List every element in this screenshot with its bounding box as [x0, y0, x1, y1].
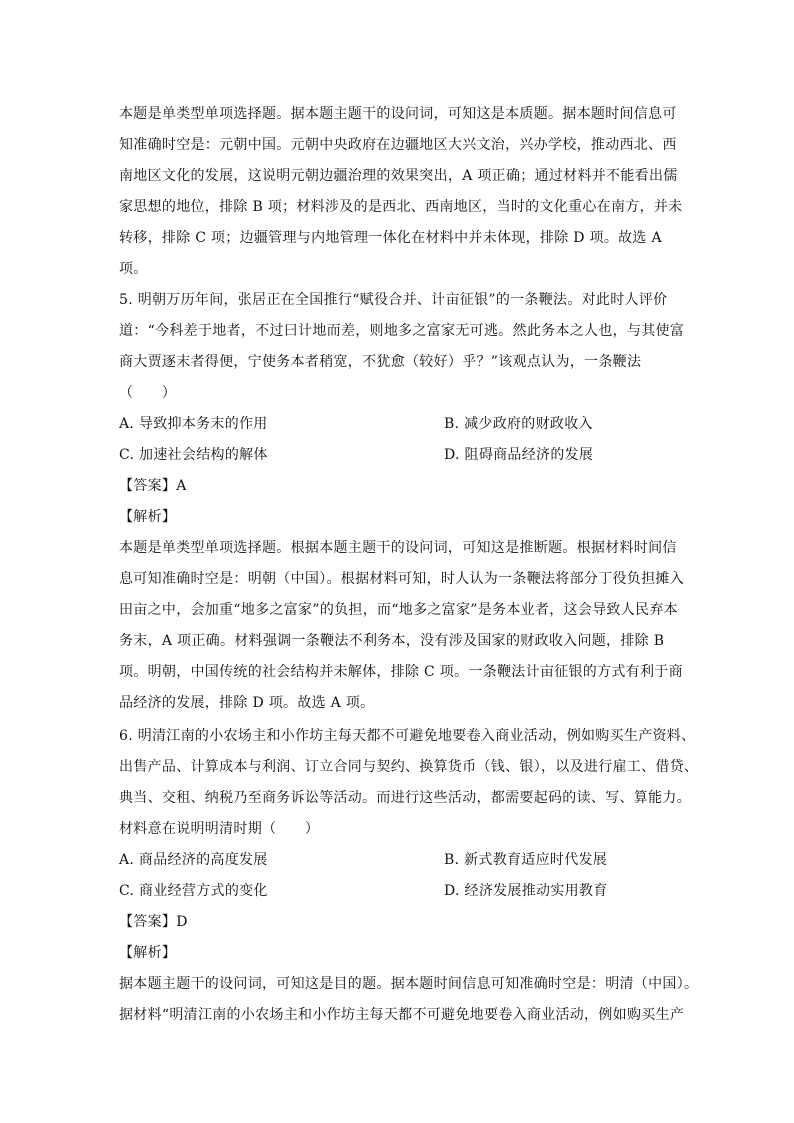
option-c: C. 商业经营方式的变化: [119, 883, 268, 899]
option-b: B. 减少政府的财政收入: [444, 416, 593, 432]
answer-label: 【答案】A: [119, 478, 187, 494]
analysis-line: 据材料“明清江南的小农场主和小作坊主每天都不可避免地要卷入商业活动，例如购买生产: [119, 1007, 685, 1023]
question-stem: 材料意在说明明清时期（ ）: [119, 821, 320, 837]
question-stem: 出售产品、计算成本与利润、订立合同与契约、换算货币（钱、银），以及进行雇工、借贷、: [119, 759, 699, 775]
question-stem: 5. 明朝万历年间，张居正在全国推行“赋役合并、计亩征银”的一条鞭法。对此时人评价: [119, 292, 668, 308]
option-a: A. 商品经济的高度发展: [119, 852, 268, 868]
analysis-line: 息可知准确时空是：明朝（中国）。根据材料可知，时人认为一条鞭法将部分丁役负担摊入: [119, 571, 684, 587]
analysis-line: 据本题主题干的设问词，可知这是目的题。据本题时间信息可知准确时空是：明清（中国）。: [119, 976, 699, 992]
option-b: B. 新式教育适应时代发展: [444, 852, 608, 868]
analysis-line: 本题是单类型单项选择题。根据本题主题干的设问词，可知这是推断题。根据材料时间信: [119, 540, 677, 556]
option-c: C. 加速社会结构的解体: [119, 447, 268, 463]
analysis-line: 田亩之中，会加重“地多之富家”的负担，而“地多之富家”是务本业者，这会导致人民弃本: [119, 602, 678, 618]
analysis-line: 项。明朝，中国传统的社会结构并未解体，排除 C 项。一条鞭法计亩征银的方式有利于商: [119, 664, 683, 680]
answer-label: 【答案】D: [119, 914, 188, 930]
question-stem: 典当、交租、纳税乃至商务诉讼等活动。而进行这些活动，都需要起码的读、写、算能力。: [119, 790, 691, 806]
option-d: D. 经济发展推动实用教育: [444, 883, 608, 899]
analysis-line: 本题是单类型单项选择题。据本题主题干的设问词，可知这是本质题。据本题时间信息可: [119, 106, 677, 122]
question-stem: 6. 明清江南的小农场主和小作坊主每天都不可避免地要卷入商业活动，例如购买生产资料、: [119, 728, 696, 744]
analysis-line: 品经济的发展，排除 D 项。故选 A 项。: [119, 695, 375, 711]
analysis-line: 项。: [119, 261, 148, 277]
analysis-line: 家思想的地位，排除 B 项；材料涉及的是西北、西南地区，当时的文化重心在南方，并未: [119, 199, 683, 215]
question-stem: （ ）: [119, 385, 177, 401]
option-a: A. 导致抑本务末的作用: [119, 416, 268, 432]
analysis-line: 南地区文化的发展，这说明元朝边疆治理的效果突出，A 项正确；通过材料并不能看出儒: [119, 168, 678, 184]
analysis-line: 转移，排除 C 项；边疆管理与内地管理一体化在材料中并未体现，排除 D 项。故选 A: [119, 230, 662, 246]
analysis-line: 务末，A 项正确。材料强调一条鞭法不利务本，没有涉及国家的财政收入问题，排除 B: [119, 633, 665, 649]
question-stem: 商大贾逐末者得便，宁使务本者稍宽，不犹愈（较好）乎？”该观点认为，一条鞭法: [119, 354, 642, 370]
question-stem: 道：“今科差于地者，不过曰计地而差，则地多之富家无可逃。然此务本之人也，与其使富: [119, 323, 685, 339]
analysis-label: 【解析】: [119, 509, 177, 525]
analysis-label: 【解析】: [119, 945, 177, 961]
option-d: D. 阻碍商品经济的发展: [444, 447, 594, 463]
analysis-line: 知准确时空是：元朝中国。元朝中央政府在边疆地区大兴文治，兴办学校，推动西北、西: [119, 137, 677, 153]
